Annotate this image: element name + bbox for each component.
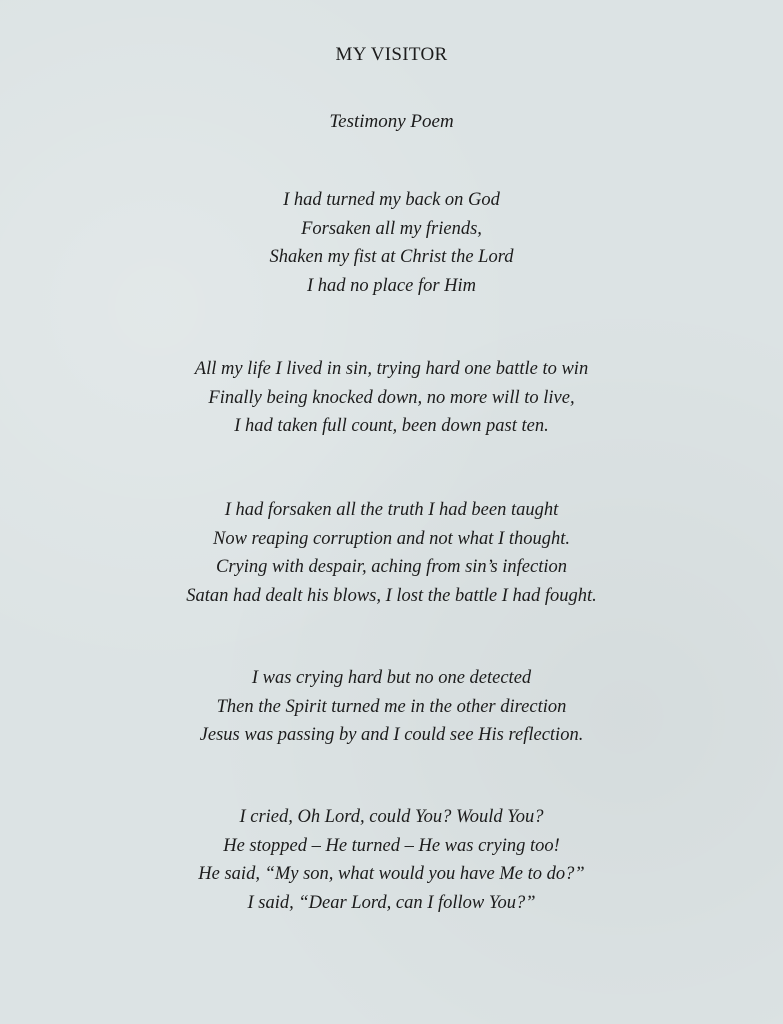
- stanza-line: He said, “My son, what would you have Me to do?”: [198, 864, 585, 885]
- stanza-5: [0, 803, 783, 917]
- stanza-line: Now reaping corruption and not what I thought.: [213, 528, 570, 549]
- stanza-3: [0, 496, 783, 610]
- stanza-line: I had turned my back on God: [283, 190, 500, 210]
- stanza-line: I had no place for Him: [306, 275, 477, 296]
- stanza-line: Finally being knocked down, no more will to live,: [208, 387, 575, 408]
- poem-title: MY VISITOR: [335, 44, 448, 65]
- stanza-line: Satan had dealt his blows, I lost the battle I had fought.: [186, 585, 597, 606]
- stanza-4: [0, 664, 783, 750]
- stanza-line: I had forsaken all the truth I had been taught: [224, 500, 559, 520]
- poem-subtitle: Testimony Poem: [329, 111, 454, 132]
- stanza-line: I said, “Dear Lord, can I follow You?”: [247, 892, 536, 913]
- stanza-2: [0, 355, 783, 441]
- stanza-line: I was crying hard but no one detected: [251, 668, 532, 688]
- stanza-line: All my life I lived in sin, trying hard one battle to win: [194, 359, 589, 379]
- stanza-line: Jesus was passing by and I could see His reflection.: [199, 725, 584, 746]
- stanza-line: Crying with despair, aching from sin’s infection: [216, 557, 567, 578]
- stanza-line: Then the Spirit turned me in the other direction: [216, 696, 567, 717]
- stanza-line: He stopped – He turned – He was crying too!: [223, 835, 560, 856]
- stanza-line: Shaken my fist at Christ the Lord: [269, 247, 514, 268]
- stanza-line: I cried, Oh Lord, could You? Would You?: [239, 807, 544, 827]
- stanza-1: [0, 186, 783, 300]
- stanza-line: Forsaken all my friends,: [301, 218, 482, 239]
- stanza-line: I had taken full count, been down past ten.: [234, 416, 549, 437]
